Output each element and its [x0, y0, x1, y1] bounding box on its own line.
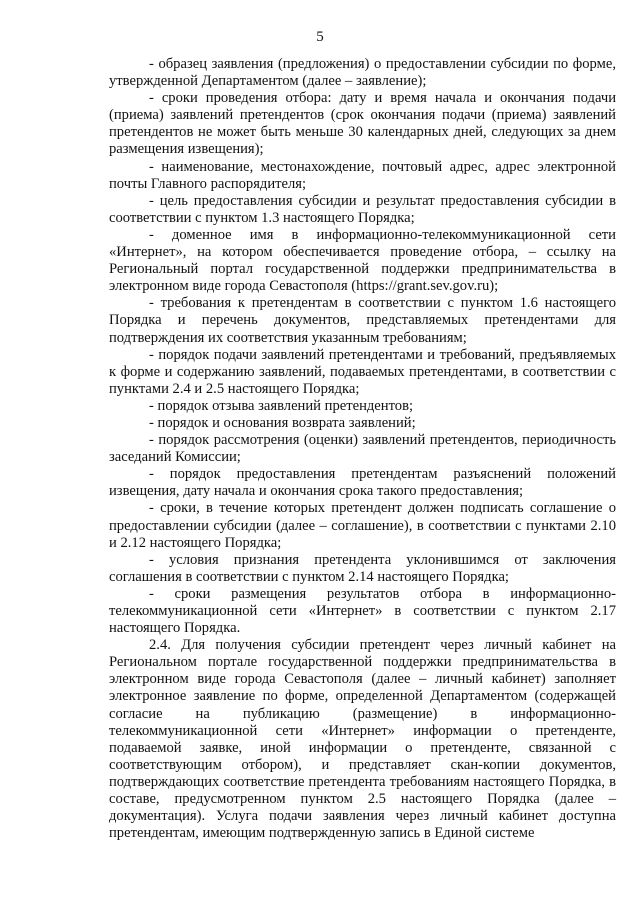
list-item-domain-name: - доменное имя в информационно-телекоммуникационной сети «Интернет», на котором обеспечивается проведение отбора, – ссылку на Региональный портал государственной поддержки предпринимательства в электронном виде города Севастополя (https://grant.sev.gov.ru); — [109, 226, 616, 295]
list-item-review-procedure: - порядок рассмотрения (оценки) заявлений претендентов, периодичность заседаний Комиссии; — [109, 432, 616, 466]
clause-2-4: 2.4. Для получения субсидии претендент через личный кабинет на Региональном портале государственной поддержки предпринимательства в электронном виде города Севастополя (далее – личный кабинет) заполняет электронное заявление по форме, определенной Департаментом (содержащей согласие на публикацию (размещение) в информационно-телекоммуникационной сети «Интернет» информации о претенденте, подаваемой заявке, иной информации о претенденте, связанной с соответствующим отбором), и представляет скан-копии документов, подтверждающих соответствие претендента требованиям настоящего Порядка, в составе, предусмотренном пунктом 2.5 настоящего Порядка (далее – документация). Услуга подачи заявления через личный кабинет доступна претендентам, имеющим подтвержденную запись в Единой системе — [109, 637, 616, 842]
list-item-subsidy-purpose: - цель предоставления субсидии и результат предоставления субсидии в соответствии с пунктом 1.3 настоящего Порядка; — [109, 192, 616, 226]
list-item-signing-deadlines: - сроки, в течение которых претендент должен подписать соглашение о предоставлении субсидии (далее – соглашение), в соответствии с пунктами 2.10 и 2.12 настоящего Порядка; — [109, 500, 616, 551]
list-item-clarifications: - порядок предоставления претендентам разъяснений положений извещения, дату начала и окончания срока такого предоставления; — [109, 466, 616, 500]
list-item-submission-procedure: - порядок подачи заявлений претендентами и требований, предъявляемых к форме и содержанию заявлений, подаваемых претендентами, в соответствии с пунктами 2.4 и 2.5 настоящего Порядка; — [109, 346, 616, 397]
list-item-application-sample: - образец заявления (предложения) о предоставлении субсидии по форме, утвержденной Департаментом (далее – заявление); — [109, 56, 616, 90]
list-item-withdrawal-procedure: - порядок отзыва заявлений претендентов; — [149, 397, 414, 414]
list-item-results-publication: - сроки размещения результатов отбора в информационно-телекоммуникационной сети «Интернет» в соответствии с пунктом 2.17 настоящего Порядка. — [109, 585, 616, 637]
list-item-return-grounds: - порядок и основания возврата заявлений; — [149, 414, 416, 431]
list-item-applicant-requirements: - требования к претендентам в соответствии с пунктом 1.6 настоящего Порядка и перечень документов, представляемых претендентами для подтверждения их соответствия указанным требованиям; — [109, 295, 616, 346]
list-item-selection-dates: - сроки проведения отбора: дату и время начала и окончания подачи (приема) заявлений претендентов (срок окончания подачи (приема) заявлений претендентов не может быть меньше 30 календарных дней, следующих за днем размещения извещения); — [109, 90, 616, 158]
page-number: 5 — [316, 29, 324, 45]
list-item-distributor-address: - наименование, местонахождение, почтовый адрес, адрес электронной почты Главного распорядителя; — [109, 158, 616, 192]
document-body — [109, 56, 616, 842]
list-item-evasion-conditions: - условия признания претендента уклонившимся от заключения соглашения в соответствии с пунктом 2.14 настоящего Порядка; — [109, 551, 616, 585]
